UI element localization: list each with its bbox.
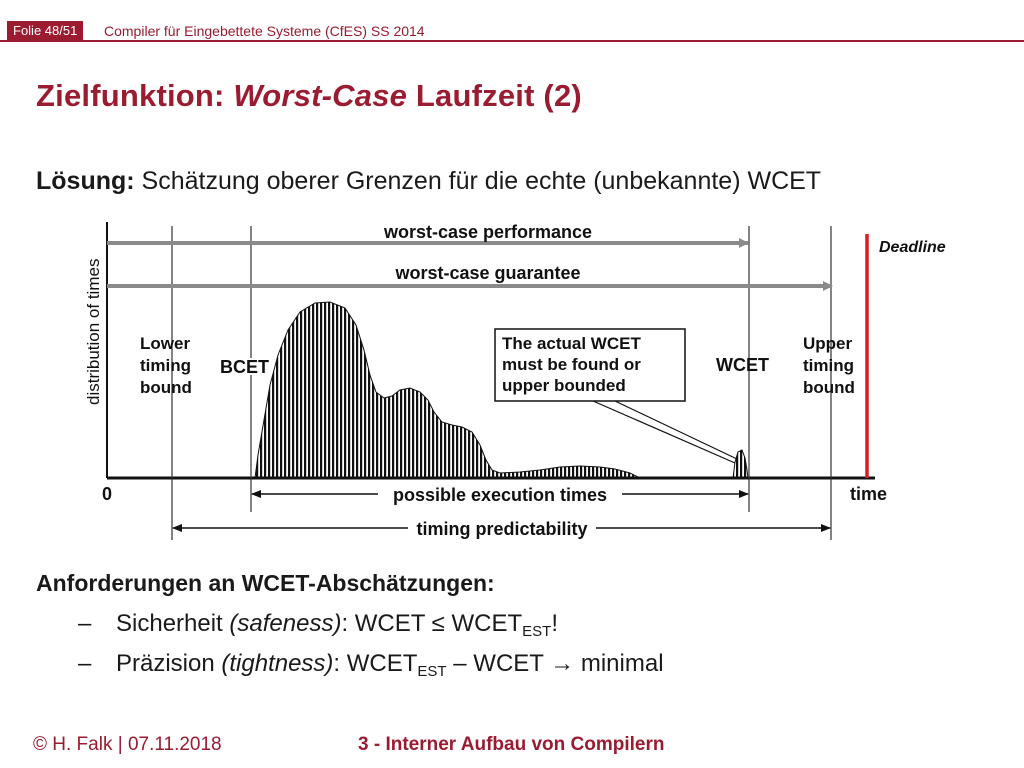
title-suffix: Laufzeit (2) [407, 78, 582, 113]
footer-author-date: © H. Falk | 07.11.2018 [33, 734, 222, 755]
lower-bound-label: Lower timing bound [140, 334, 192, 397]
origin-label: 0 [102, 484, 113, 504]
course-title: Compiler für Eingebettete Systeme (CfES) SS 2014 [104, 23, 425, 39]
title-prefix: Zielfunktion: [36, 78, 234, 113]
y-axis-label: distribution of times [84, 258, 103, 405]
callout-text: The actual WCET must be found or upper bounded [502, 334, 641, 395]
time-label: time [850, 484, 888, 504]
bullet-dash: – [78, 610, 92, 637]
footer-chapter: 3 - Interner Aufbau von Compilern [358, 734, 665, 755]
requirements-heading: Anforderungen an WCET-Abschätzungen: [36, 570, 495, 596]
title-italic: Worst-Case [233, 78, 408, 113]
possible-times-label: possible execution times [392, 485, 608, 505]
callout-pointer-2 [615, 401, 737, 459]
bullet-dash: – [78, 650, 92, 677]
wcet-label: WCET [716, 355, 769, 375]
solution-label: Lösung: [36, 167, 135, 195]
callout-pointer-1 [593, 401, 735, 463]
bcet-label: BCET [220, 357, 269, 377]
deadline-label: Deadline [879, 239, 946, 256]
slide-counter: Folie 48/51 [7, 21, 83, 40]
requirement-safeness: – Sicherheit (safeness): WCET ≤ $WCET_{EST}$! [78, 610, 559, 640]
wcet-spike [733, 450, 748, 478]
requirement-tightness: – Präzision (tightness): $WCET_{EST}$ – WCET → minimal [78, 650, 664, 680]
timing-predictability-label: timing predictability [416, 519, 588, 539]
solution-text: Schätzung oberer Grenzen für die echte (unbekannte) WCET [134, 167, 822, 195]
worst-case-guarantee-label: worst-case guarantee [395, 263, 581, 283]
upper-bound-label: Upper timing bound [803, 334, 855, 397]
worst-case-performance-label: worst-case performance [383, 222, 593, 242]
